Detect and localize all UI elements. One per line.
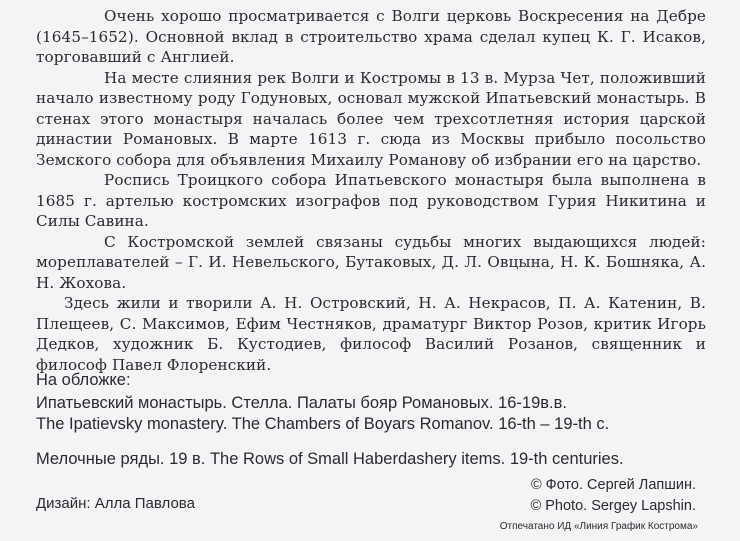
cover-caption-en: The Ipatievsky monastery. The Chambers of Boyars Romanov. 16-th – 19-th c. bbox=[36, 415, 610, 433]
paragraph-writers: Здесь жили и творили А. Н. Островский, Н. А. Некрасов, П. А. Катенин, В. Плещеев, С. Максимов, Ефим Честняков, драматург Виктор Розов, критик Игорь Дедков, художник Б. Кустодиев, философ Василий Розанов, священник и философ Павел Флоренский. bbox=[36, 294, 706, 374]
design-credit: Дизайн: Алла Павлова bbox=[36, 495, 195, 512]
paragraph-monastery: На месте слияния рек Волги и Костромы в 13 в. Мурза Чет, положивший начало известному роду Годуновых, основал мужской Ипатьевский монастырь. В стенах этого монастыря началась более чем трехсотлетняя история царской династии Романовых. В марте 1613 г. сюда из Москвы прибыло посольство Земского собора для объявления Михаилу Романову об избрании его на царство. bbox=[36, 68, 706, 169]
paragraph-cathedral-painting: Роспись Троицкого собора Ипатьевского монастыря была выполнена в 1685 г. артелью костромских изографов под руководством Гурия Никитина и Силы Савина. bbox=[36, 171, 706, 230]
photo-credit-en: © Photo. Sergey Lapshin. bbox=[530, 498, 696, 514]
cover-caption-rows: Мелочные ряды. 19 в. The Rows of Small Haberdashery items. 19-th centuries. bbox=[36, 450, 624, 468]
paragraph-church: Очень хорошо просматривается с Волги церковь Воскресения на Дебре (1645–1652). Основной вклад в строительство храма сделал купец К. Г. Исаков, торговавший с Англией. bbox=[36, 7, 706, 66]
cover-caption-ru: Ипатьевский монастырь. Стелла. Палаты бояр Романовых. 16-19в.в. bbox=[36, 394, 567, 412]
photo-credit-ru: © Фото. Сергей Лапшин. bbox=[530, 477, 696, 493]
printer-credit: Отпечатано ИД «Линия График Кострома» bbox=[499, 521, 698, 532]
body-text bbox=[36, 6, 706, 375]
cover-heading: На обложке: bbox=[36, 371, 131, 389]
paragraph-navigators: С Костромской землей связаны судьбы многих выдающихся людей: мореплавателей – Г. И. Невельского, Бутаковых, Д. Л. Овцына, Н. К. Бошняка, А. Н. Жохова. bbox=[36, 232, 706, 292]
